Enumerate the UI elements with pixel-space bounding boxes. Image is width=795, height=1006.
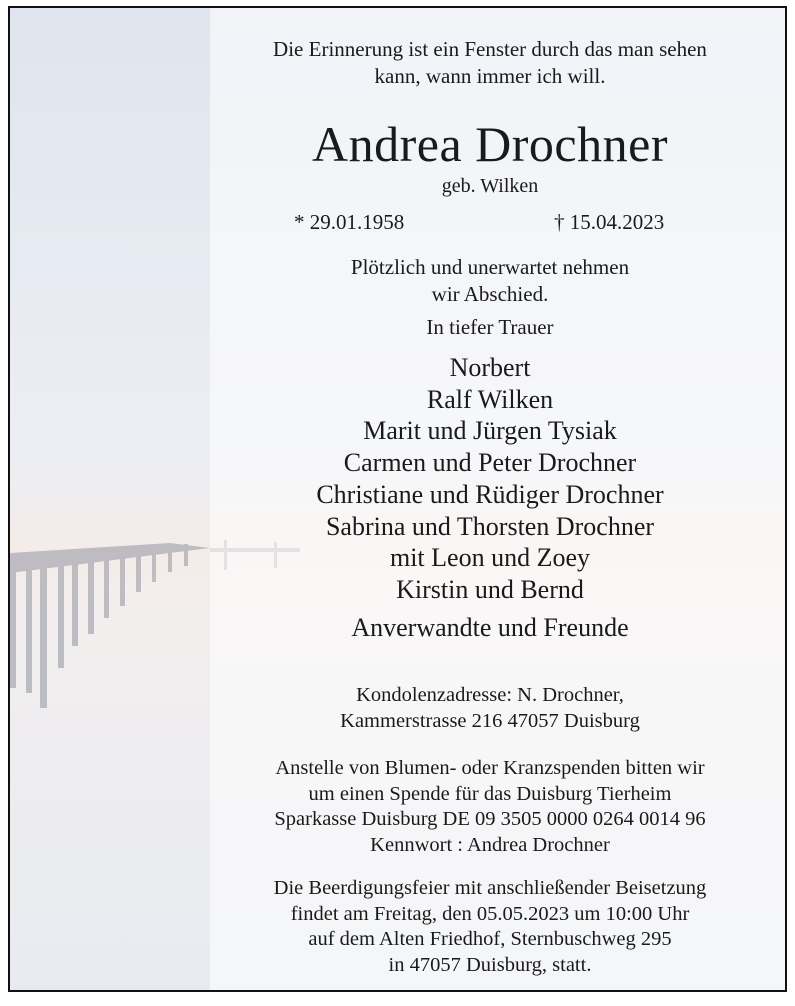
death-date: † 15.04.2023	[554, 210, 665, 234]
funeral-line: findet am Freitag, den 05.05.2023 um 10:00 Uhr	[290, 902, 690, 925]
message-line: wir Abschied.	[431, 282, 549, 306]
mourners-list	[210, 352, 770, 606]
address-line: Kammerstrasse 216 47057 Duisburg	[340, 710, 640, 732]
motto-line: kann, wann immer ich will.	[374, 64, 606, 88]
mourner-name: Sabrina und Thorsten Drochner	[325, 511, 655, 541]
mourner-name: Carmen und Peter Drochner	[343, 448, 637, 478]
message-line: Plötzlich und unerwartet nehmen	[350, 255, 630, 279]
obituary-notice	[8, 6, 787, 992]
condolence-address	[210, 682, 770, 734]
donation-request	[210, 756, 770, 858]
donation-line: Anstelle von Blumen- oder Kranzspenden bitten wir	[275, 757, 705, 779]
mourner-name: Ralf Wilken	[426, 384, 554, 414]
mourner-name: Norbert	[449, 353, 531, 382]
mourner-name: Kirstin und Bernd	[396, 574, 584, 604]
relatives-label: Anverwandte und Freunde	[351, 613, 629, 642]
deceased-name: Andrea Drochner	[312, 116, 668, 172]
maiden-name: geb. Wilken	[441, 175, 539, 197]
funeral-line: Die Beerdigungsfeier mit anschließender Beisetzung	[273, 877, 707, 899]
motto-line: Die Erinnerung ist ein Fenster durch das man sehen	[273, 37, 707, 61]
mourning-label: In tiefer Trauer	[426, 315, 554, 339]
funeral-line: auf dem Alten Friedhof, Sternbuschweg 295	[308, 928, 672, 950]
mourner-name: mit Leon und Zoey	[389, 543, 590, 573]
donation-line: Kennwort : Andrea Drochner	[370, 833, 610, 856]
address-line: Kondolenzadresse: N. Drochner,	[356, 684, 624, 706]
birth-date: * 29.01.1958	[294, 210, 405, 234]
life-dates	[210, 210, 770, 240]
funeral-line: in 47057 Duisburg, statt.	[388, 953, 592, 976]
mourner-name: Christiane und Rüdiger Drochner	[316, 479, 664, 509]
motto-quote	[210, 36, 770, 90]
donation-line: Sparkasse Duisburg DE 09 3505 0000 0264 0014 96	[274, 808, 706, 830]
farewell-message	[210, 254, 770, 308]
funeral-details	[210, 876, 770, 978]
donation-line: um einen Spende für das Duisburg Tierheim	[308, 782, 672, 805]
mourner-name: Marit und Jürgen Tysiak	[363, 416, 617, 446]
